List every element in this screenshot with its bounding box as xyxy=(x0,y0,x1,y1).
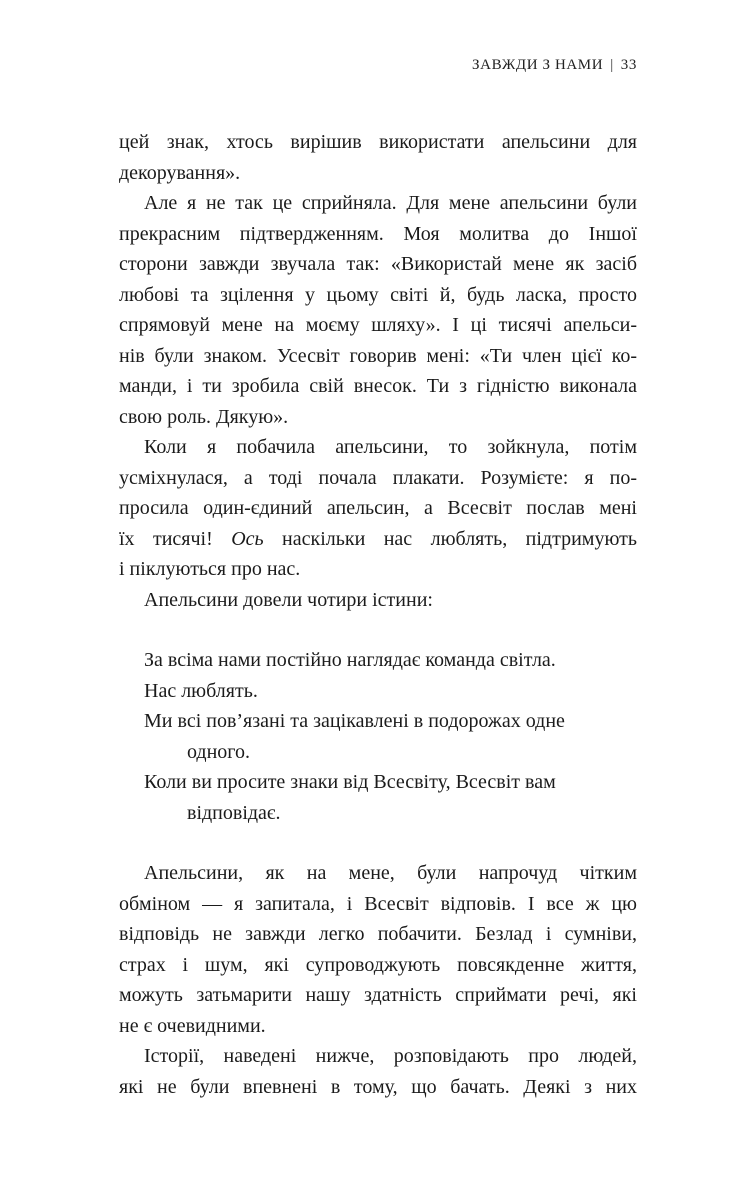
text-line: прекрасним підтвердженням. Моя молитва до Іншої xyxy=(119,222,637,245)
truths-list xyxy=(119,645,637,828)
text-line: Нас люблять. xyxy=(144,679,258,702)
paragraph xyxy=(119,585,637,616)
text-line: цей знак, хтось вирішив використати апельсини для xyxy=(119,131,637,153)
text-line: нів були знаком. Усесвіт говорив мені: «Ти член цієї ко- xyxy=(119,344,637,367)
running-header xyxy=(472,57,637,74)
text-line: свою роль. Дякую». xyxy=(119,405,289,428)
paragraph xyxy=(119,188,637,432)
page-body xyxy=(119,127,637,1102)
text-line: можуть затьмарити нашу здатність сприймати речі, які xyxy=(119,984,637,1006)
text-line: обміном — я запитала, і Всесвіт відповів. І все ж цю xyxy=(119,892,637,915)
text-line: Ми всі пов’язані та зацікавлені в подорожах одне xyxy=(144,710,565,732)
text-line: просила один-єдиний апельсин, а Всесвіт послав мені xyxy=(119,497,637,519)
text-line: Апельсини, як на мене, були напрочуд чітким xyxy=(144,862,637,884)
paragraph xyxy=(119,432,637,585)
page-number: 33 xyxy=(620,57,637,73)
italic-text: Ось xyxy=(231,527,264,550)
list-item xyxy=(144,767,637,828)
list-item xyxy=(144,645,637,676)
text-line: сторони завжди звучала так: «Використай мене як засіб xyxy=(119,253,637,275)
text-line: Але я не так це сприйняла. Для мене апельсини були xyxy=(144,192,637,214)
text-line: За всіма нами постійно наглядає команда світла. xyxy=(144,649,556,671)
chapter-title: ЗАВЖДИ З НАМИ xyxy=(472,57,604,73)
text-line: любові та зцілення у цьому світі й, будь ласка, просто xyxy=(119,283,637,306)
paragraph xyxy=(119,1041,637,1102)
text-line: Історії, наведені нижче, розповідають про людей, xyxy=(144,1045,637,1067)
text-line: і піклуються про нас. xyxy=(119,558,301,580)
text-line: які не були впевнені в тому, що бачать. Деякі з них xyxy=(119,1075,637,1098)
text-line: спрямовуй мене на моєму шляху». І ці тисячі апельси- xyxy=(119,314,637,336)
text-line: манди, і ти зробила свій внесок. Ти з гідністю виконала xyxy=(119,375,637,397)
text-line: декорування». xyxy=(119,161,241,184)
text-line: Коли ви просите знаки від Всесвіту, Всесвіт вам xyxy=(144,771,556,793)
text-line: одного. xyxy=(187,740,251,763)
blank-line-spacer xyxy=(119,615,637,645)
text-line: Апельсини довели чотири істини: xyxy=(144,588,433,611)
paragraph xyxy=(119,858,637,1041)
text-line: страх і шум, які супроводжують повсякденне життя, xyxy=(119,953,637,976)
list-item xyxy=(144,706,637,767)
list-item xyxy=(144,676,637,707)
header-separator: | xyxy=(610,57,614,73)
text-line: їх тисячі! Ось наскільки нас люблять, підтримують xyxy=(119,527,637,550)
text-line: Коли я побачила апельсини, то зойкнула, потім xyxy=(144,436,637,458)
text-line: усміхнулася, а тоді почала плакати. Розумієте: я по- xyxy=(119,466,637,489)
text-line: відповідь не завжди легко побачити. Безлад і сумніви, xyxy=(119,923,637,945)
text-line: відповідає. xyxy=(187,801,281,824)
paragraph xyxy=(119,127,637,188)
blank-line-spacer xyxy=(119,828,637,858)
text-line: не є очевидними. xyxy=(119,1014,266,1037)
